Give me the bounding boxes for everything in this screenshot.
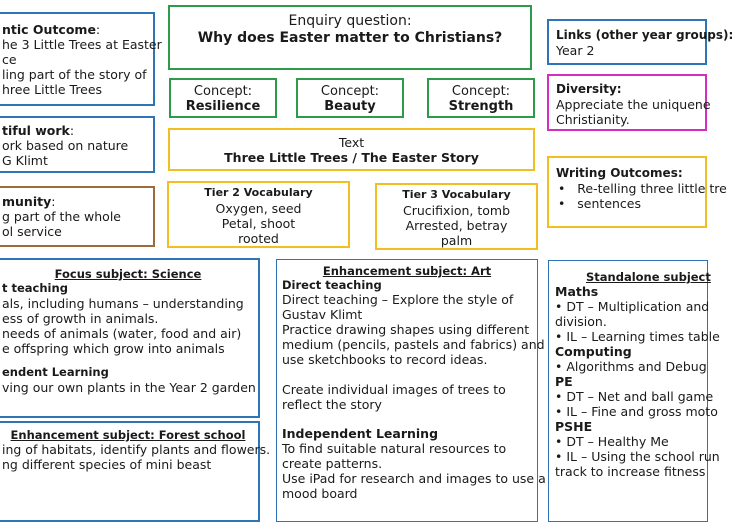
forest-line: ing of habitats, identify plants and flowers. (2, 442, 271, 457)
standalone-item: • IL – Using the school run (555, 449, 720, 464)
standalone-subjects-box (548, 260, 720, 522)
tier2-heading: Tier 2 Vocabulary (204, 186, 313, 199)
writing-outcomes-box (547, 156, 727, 228)
concept-value: Strength (448, 99, 514, 114)
science-line: ving our own plants in the Year 2 garden (2, 380, 256, 395)
enquiry-label: Enquiry question: (288, 13, 412, 29)
standalone-item: • DT – Healthy Me (555, 434, 669, 449)
standalone-item: • IL – Fine and gross moto (555, 404, 718, 419)
standalone-subject: Maths (555, 284, 599, 299)
standalone-subject: PSHE (555, 419, 593, 434)
forest-line: ng different species of mini beast (2, 457, 212, 472)
science-line: needs of animals (water, food and air) (2, 326, 242, 341)
concept-value: Beauty (324, 99, 376, 114)
forest-heading: Enhancement subject: Forest school (10, 428, 246, 442)
text-box (168, 128, 535, 171)
concept-label: Concept: (320, 84, 380, 99)
art-line: reflect the story (282, 397, 382, 412)
outcome-line: ling part of the story of (2, 67, 147, 82)
enquiry-question-box (168, 5, 532, 70)
art-box (276, 259, 546, 522)
outcome-line: he 3 Little Trees at Easter (2, 37, 162, 52)
outcome-line: hree Little Trees (2, 82, 103, 97)
links-box (547, 19, 733, 65)
concept-label: Concept: (193, 84, 253, 99)
community-line: ol service (2, 224, 62, 239)
tier3-line: palm (440, 233, 473, 248)
concept-label: Concept: (451, 84, 511, 99)
community-box (0, 186, 155, 247)
science-heading: Focus subject: Science (54, 267, 202, 281)
standalone-item: • DT – Multiplication and (555, 299, 710, 314)
concept-value: Resilience (185, 99, 261, 114)
concept-strength-box (427, 78, 535, 118)
tier2-line: Petal, shoot (221, 216, 296, 231)
links-heading: Links (other year groups): (556, 28, 733, 42)
tier3-vocabulary-box (375, 183, 538, 250)
standalone-item: division. (555, 314, 607, 329)
art-line: Gustav Klimt (282, 307, 363, 322)
art-line: Direct teaching – Explore the style of (282, 292, 514, 307)
beautiful-line: ork based on nature (2, 138, 129, 153)
science-line: ess of growth in animals. (2, 311, 159, 326)
text-value: Three Little Trees / The Easter Story (224, 150, 479, 165)
tier2-vocabulary-box (167, 181, 350, 248)
tier3-line: Crucifixion, tomb (402, 203, 511, 218)
standalone-item: • Algorithms and Debug (555, 359, 707, 374)
art-line: use sketchbooks to record ideas. (282, 352, 488, 367)
standalone-item: track to increase fitness (555, 464, 706, 479)
art-independent-heading: Independent Learning (282, 426, 439, 441)
art-line: Use iPad for research and images to use a (282, 471, 546, 486)
diversity-heading: Diversity: (556, 82, 622, 96)
art-line: medium (pencils, pastels and fabrics) and (282, 337, 545, 352)
standalone-subject: Computing (555, 344, 632, 359)
beautiful-work-heading: tiful work: (2, 123, 75, 138)
forest-school-box (0, 421, 271, 522)
tier2-line: rooted (238, 231, 279, 246)
art-line: Create individual images of trees to (282, 382, 506, 397)
art-direct-heading: Direct teaching (282, 278, 382, 292)
enquiry-question: Why does Easter matter to Christians? (197, 30, 503, 46)
tier3-line: Arrested, betray (405, 218, 508, 233)
concept-beauty-box (296, 78, 404, 118)
science-direct-heading: t teaching (2, 281, 68, 295)
science-line: e offspring which grow into animals (2, 341, 225, 356)
writing-bullet: • Re-telling three little tre (558, 181, 727, 196)
writing-bullet: • sentences (558, 196, 642, 211)
standalone-item: • DT – Net and ball game (555, 389, 714, 404)
outcome-line: ce (2, 52, 17, 67)
diversity-line: Appreciate the uniquene (556, 97, 711, 112)
community-heading: munity: (2, 194, 56, 209)
art-line: To find suitable natural resources to (282, 441, 507, 456)
diversity-line: Christianity. (556, 112, 630, 127)
art-line: Practice drawing shapes using different (282, 322, 530, 337)
diversity-box (547, 74, 711, 131)
authentic-outcome-box (0, 12, 162, 106)
links-value: Year 2 (556, 43, 595, 58)
authentic-outcome-heading: ntic Outcome: (2, 22, 101, 37)
writing-heading: Writing Outcomes: (556, 166, 683, 180)
concept-resilience-box (169, 78, 277, 118)
community-line: g part of the whole (2, 209, 121, 224)
tier3-heading: Tier 3 Vocabulary (402, 188, 511, 201)
tier2-line: Oxygen, seed (215, 201, 302, 216)
science-independent-heading: endent Learning (2, 365, 109, 379)
art-heading: Enhancement subject: Art (322, 264, 492, 278)
science-line: als, including humans – understanding (2, 296, 244, 311)
standalone-heading: Standalone subject (586, 270, 711, 284)
beautiful-line: G Klimt (2, 153, 48, 168)
standalone-subject: PE (555, 374, 573, 389)
beautiful-work-box (0, 116, 155, 173)
art-line: create patterns. (282, 456, 383, 471)
standalone-item: • IL – Learning times table (555, 329, 720, 344)
science-box (0, 258, 260, 418)
text-label: Text (338, 135, 365, 150)
art-line: mood board (282, 486, 358, 501)
